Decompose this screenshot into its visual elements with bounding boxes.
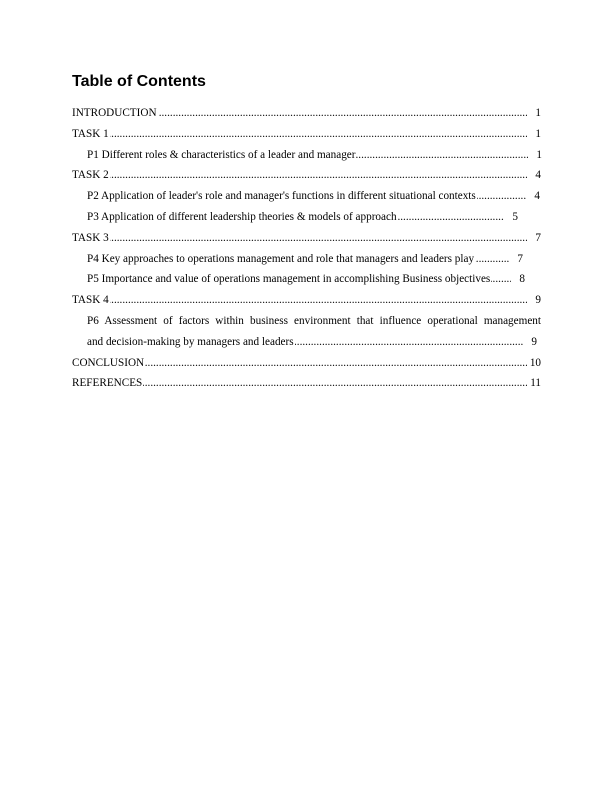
toc-entry-label: INTRODUCTION [72, 107, 157, 119]
toc-entry-label: TASK 2 [72, 169, 109, 182]
toc-entry-page-number: 4 [534, 165, 541, 186]
toc-entry-label: P3 Application of different leadership theories & models of approach [87, 210, 397, 223]
toc-entry-p5[interactable] [87, 269, 525, 290]
toc-entry-page-number: 9 [530, 332, 537, 353]
toc-entry-label: TASK 4 [72, 294, 109, 307]
toc-entry-p4[interactable] [87, 249, 523, 270]
toc-entry-page-number: 10 [529, 353, 541, 374]
dot-leader [72, 165, 527, 186]
toc-entry-page-number: 8 [518, 269, 525, 290]
toc-entry-p3[interactable] [87, 207, 518, 228]
toc-entry-references[interactable] [72, 373, 541, 394]
toc-entry-label-line-1: P6 Assessment of factors within business environment that influence operational management [87, 314, 541, 327]
toc-entry-label: P5 Importance and value of operations management in accomplishing Business objectives [87, 273, 491, 286]
toc-entry-page-number: 7 [534, 228, 541, 249]
toc-entry-page-number: 4 [533, 186, 540, 207]
toc-entry-page-number: 9 [534, 290, 541, 311]
toc-entry-p2[interactable] [87, 186, 540, 207]
toc-entry-page-number: 7 [516, 249, 523, 270]
toc-entry-p6[interactable] [87, 311, 541, 353]
toc-entry-label: TASK 1 [72, 127, 109, 140]
dot-leader [72, 228, 527, 249]
toc-entry-task-2[interactable] [72, 165, 541, 186]
toc-entry-page-number: 11 [529, 373, 541, 394]
toc-entry-label: CONCLUSION [72, 356, 145, 369]
dot-leader [72, 124, 527, 145]
dot-leader [72, 290, 527, 311]
toc-entry-conclusion[interactable] [72, 353, 541, 374]
toc-entry-page-number: 1 [535, 145, 542, 166]
toc-entry-task-1[interactable] [72, 124, 541, 145]
toc-entry-page-number: 1 [534, 103, 541, 124]
toc-entry-label: P2 Application of leader's role and manager's functions in different situational contexts [87, 190, 476, 203]
toc-entry-task-3[interactable] [72, 228, 541, 249]
toc-entry-p1[interactable] [87, 145, 542, 166]
toc-list [72, 103, 541, 394]
toc-entry-page-number: 5 [511, 207, 518, 228]
toc-entry-page-number: 1 [534, 124, 541, 145]
toc-title: Table of Contents [72, 73, 206, 90]
toc-entry-label-line-2: and decision-making by managers and leaders [87, 335, 294, 348]
toc-entry-introduction[interactable] [72, 103, 541, 124]
toc-entry-label: P4 Key approaches to operations management and role that managers and leaders play [87, 252, 475, 265]
toc-entry-task-4[interactable] [72, 290, 541, 311]
toc-entry-label: REFERENCES [72, 377, 143, 390]
toc-entry-label-line-2-row [87, 332, 537, 353]
toc-entry-label: P1 Different roles & characteristics of a leader and manager [87, 148, 356, 161]
toc-entry-label: TASK 3 [72, 231, 109, 244]
